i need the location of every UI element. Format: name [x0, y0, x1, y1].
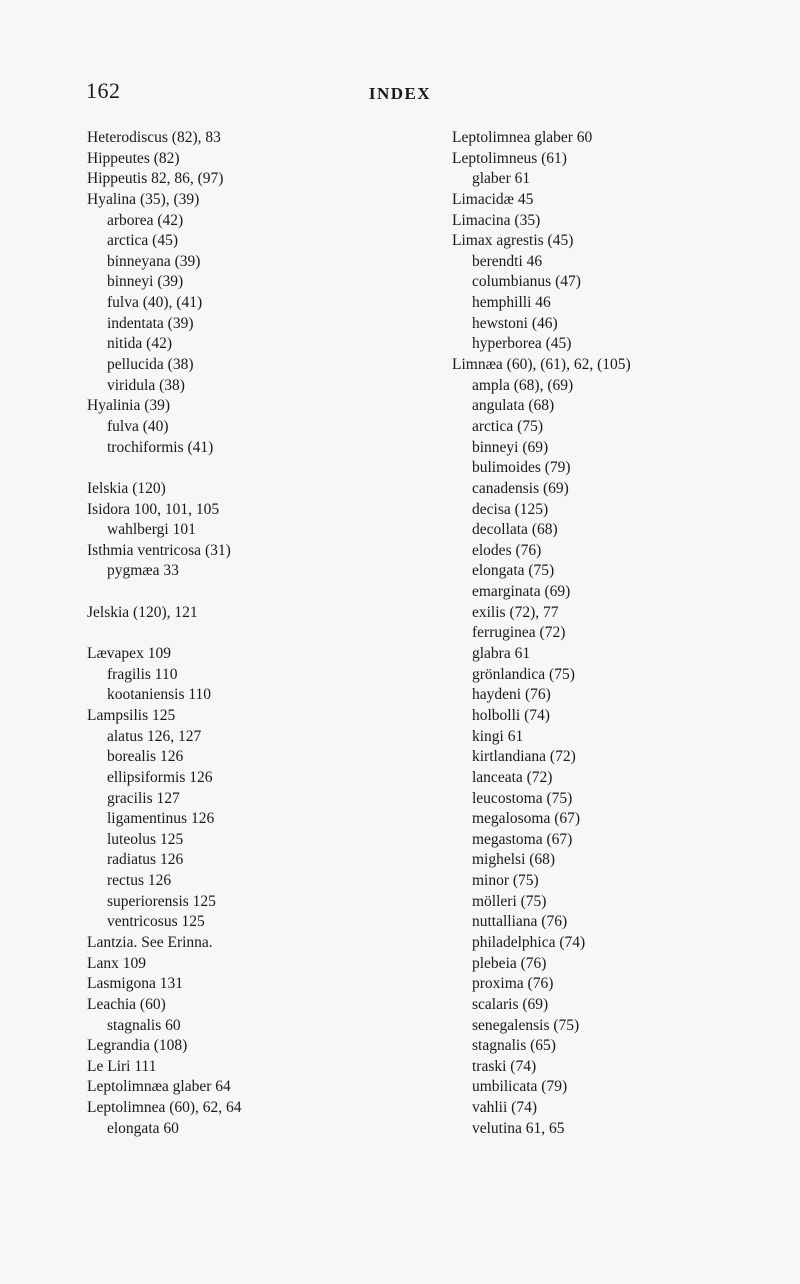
- index-entry: Lanx 109: [87, 954, 146, 972]
- index-subentry: hemphilli 46: [472, 294, 551, 312]
- index-subentry: wahlbergi 101: [107, 521, 196, 539]
- index-entry: Heterodiscus (82), 83: [87, 129, 221, 146]
- page-title: INDEX: [368, 84, 432, 103]
- index-subentry: alatus 126, 127: [107, 727, 202, 745]
- index-entry: Leptolimnea glaber 60: [452, 129, 593, 146]
- index-subentry: binneyana (39): [107, 252, 201, 270]
- index-subentry: philadelphica (74): [472, 933, 586, 951]
- index-subentry: senegalensis (75): [472, 1016, 580, 1034]
- index-entry: Leptolimnea (60), 62, 64: [87, 1099, 242, 1117]
- index-subentry: binneyi (39): [107, 273, 184, 291]
- index-entry: Leptolimnæa glaber 64: [87, 1078, 231, 1096]
- index-entry: Hippeutes (82): [87, 149, 180, 167]
- index-subentry: glaber 61: [472, 170, 531, 188]
- index-subentry: arctica (75): [472, 417, 543, 435]
- index-subentry: proxima (76): [472, 975, 554, 993]
- index-subentry: canadensis (69): [472, 479, 569, 497]
- index-subentry: glabra 61: [472, 645, 531, 663]
- index-subentry: ellipsiformis 126: [107, 768, 213, 786]
- index-entry: Jelskia (120), 121: [87, 603, 198, 621]
- index-subentry: leucostoma (75): [472, 789, 573, 807]
- index-subentry: luteolus 125: [107, 830, 184, 848]
- page-header: [0, 78, 800, 108]
- index-subentry: gracilis 127: [107, 789, 180, 807]
- index-entry: Hyalina (35), (39): [87, 190, 200, 208]
- index-subentry: fulva (40), (41): [107, 294, 203, 312]
- index-subentry: umbilicata (79): [472, 1078, 568, 1096]
- index-entry: Le Liri 111: [87, 1057, 157, 1075]
- index-subentry: radiatus 126: [107, 851, 184, 869]
- index-entry: Lasmigona 131: [87, 975, 183, 993]
- index-subentry: minor (75): [472, 872, 539, 890]
- index-subentry: fulva (40): [107, 417, 169, 435]
- index-entry: Leachia (60): [87, 995, 166, 1013]
- index-entry: Hippeutis 82, 86, (97): [87, 170, 224, 188]
- index-subentry: elodes (76): [472, 541, 542, 559]
- index-subentry: arborea (42): [107, 211, 184, 229]
- index-entry: Limacidæ 45: [452, 190, 534, 208]
- index-subentry: borealis 126: [107, 748, 184, 766]
- index-subentry: rectus 126: [107, 872, 172, 890]
- index-column-left: [87, 128, 417, 1139]
- index-subentry: decisa (125): [472, 500, 549, 518]
- index-entry: Leptolimneus (61): [452, 149, 567, 167]
- index-entry: Isthmia ventricosa (31): [87, 541, 231, 559]
- index-subentry: binneyi (69): [472, 438, 549, 456]
- index-entry: Isidora 100, 101, 105: [87, 500, 220, 518]
- index-subentry: superiorensis 125: [107, 892, 216, 910]
- index-subentry: velutina 61, 65: [472, 1119, 565, 1137]
- index-subentry: elongata 60: [107, 1119, 179, 1137]
- index-subentry: indentata (39): [107, 314, 194, 332]
- index-entry: Limacina (35): [452, 211, 541, 229]
- index-subentry: ventricosus 125: [107, 913, 205, 931]
- index-subentry: viridula (38): [107, 376, 185, 394]
- index-subentry: bulimoides (79): [472, 459, 571, 477]
- index-subentry: ferruginea (72): [472, 624, 566, 642]
- index-subentry: nitida (42): [107, 335, 172, 353]
- index-entry: Lantzia. See Erinna.: [87, 933, 213, 951]
- index-subentry: pygmæa 33: [107, 562, 179, 580]
- index-subentry: ligamentinus 126: [107, 810, 215, 828]
- index-subentry: holbolli (74): [472, 706, 550, 724]
- index-subentry: lanceata (72): [472, 768, 553, 786]
- index-subentry: ampla (68), (69): [472, 376, 574, 394]
- index-subentry: emarginata (69): [472, 583, 571, 601]
- index-subentry: haydeni (76): [472, 686, 551, 704]
- index-subentry: plebeia (76): [472, 954, 547, 972]
- index-entry: Legrandia (108): [87, 1037, 188, 1055]
- index-subentry: kootaniensis 110: [107, 686, 212, 704]
- index-subentry: kirtlandiana (72): [472, 748, 576, 766]
- index-entry: Limax agrestis (45): [452, 232, 574, 250]
- index-entry: Lampsilis 125: [87, 706, 176, 724]
- index-subentry: vahlii (74): [472, 1099, 537, 1117]
- index-subentry: hyperborea (45): [472, 335, 572, 353]
- index-subentry: exilis (72), 77: [472, 603, 559, 621]
- index-subentry: stagnalis 60: [107, 1016, 181, 1034]
- index-entry: Limnæa (60), (61), 62, (105): [452, 356, 631, 374]
- index-subentry: mighelsi (68): [472, 851, 556, 869]
- index-subentry: decollata (68): [472, 521, 558, 539]
- page-number: 162: [86, 78, 121, 103]
- index-subentry: angulata (68): [472, 397, 555, 415]
- index-subentry: columbianus (47): [472, 273, 581, 291]
- index-subentry: elongata (75): [472, 562, 555, 580]
- index-subentry: megastoma (67): [472, 830, 573, 848]
- index-column-right: [452, 128, 782, 1139]
- index-subentry: kingi 61: [472, 727, 524, 745]
- index-subentry: stagnalis (65): [472, 1037, 556, 1055]
- index-subentry: berendti 46: [472, 252, 543, 270]
- index-entry: Hyalinia (39): [87, 397, 171, 415]
- index-entry: Ielskia (120): [87, 479, 166, 497]
- index-subentry: nuttalliana (76): [472, 913, 568, 931]
- index-subentry: mölleri (75): [472, 892, 547, 910]
- index-subentry: pellucida (38): [107, 356, 194, 374]
- index-subentry: trochiformis (41): [107, 438, 214, 456]
- index-subentry: grönlandica (75): [472, 665, 575, 683]
- index-subentry: traski (74): [472, 1057, 537, 1075]
- index-subentry: fragilis 110: [107, 665, 178, 683]
- index-subentry: hewstoni (46): [472, 314, 558, 332]
- index-subentry: arctica (45): [107, 232, 178, 250]
- index-entry: Lævapex 109: [87, 645, 171, 663]
- index-subentry: megalosoma (67): [472, 810, 581, 828]
- index-subentry: scalaris (69): [472, 995, 549, 1013]
